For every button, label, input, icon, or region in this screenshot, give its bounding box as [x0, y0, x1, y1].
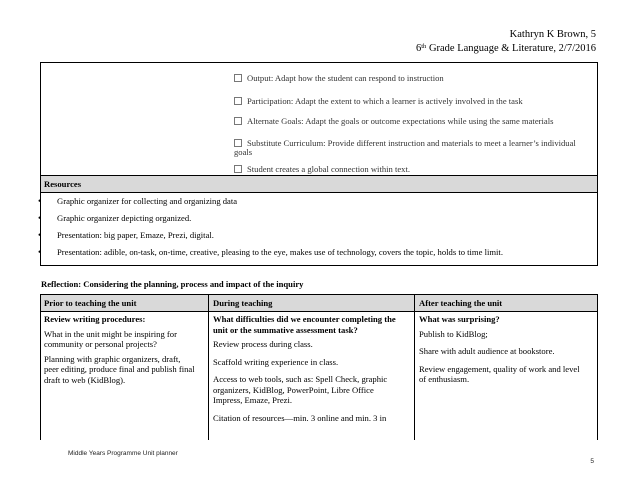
- differentiation-left-cell: [40, 62, 228, 176]
- during-p3: Access to web tools, such as: Spell Check, graphic organizers, KidBlog, PowerPoint, Libre Office Impress, Emaze, Prezi.: [213, 374, 388, 405]
- footer-text: Middle Years Programme Unit planner: [68, 450, 178, 457]
- prior-p1: What in the unit might be inspiring for community or personal projects?: [44, 328, 177, 349]
- prior-column: [44, 314, 204, 389]
- diff-substitute: Substitute Curriculum: Provide different instruction and materials to meet a learner’s individual: [234, 138, 576, 149]
- diff-global: Student creates a global connection within text.: [234, 164, 410, 175]
- list-item: • Graphic organizer depicting organized.: [57, 213, 503, 230]
- col-header-after: After teaching the unit: [419, 298, 503, 308]
- col-header-prior: Prior to teaching the unit: [44, 298, 137, 308]
- during-p1: Review process during class.: [213, 339, 313, 349]
- after-column: [419, 314, 594, 389]
- after-p3: Review engagement, quality of work and level of enthusiasm.: [419, 363, 580, 384]
- during-column: [213, 314, 411, 427]
- diff-alternate-goals: Alternate Goals: Adapt the goals or outcome expectations while using the same materials: [234, 116, 553, 127]
- author-line: Kathryn K Brown, 5: [509, 29, 596, 40]
- after-heading: What was surprising?: [419, 314, 500, 324]
- reflection-title: Reflection: Considering the planning, process and impact of the inquiry: [41, 279, 304, 289]
- diff-output: Output: Adapt how the student can respond to instruction: [234, 73, 444, 84]
- during-p4: Citation of resources—min. 3 online and min. 3 in: [213, 412, 387, 423]
- checkbox-icon[interactable]: [234, 97, 242, 105]
- col-divider: [414, 294, 415, 440]
- list-item: • Presentation: adible, on-task, on-time, creative, pleasing to the eye, makes use of technology, covers the topic, holds to time limit.: [57, 247, 503, 264]
- page-number: 5: [590, 458, 594, 465]
- resources-title: Resources: [44, 179, 82, 189]
- prior-heading: Review writing procedures:: [44, 314, 146, 324]
- diff-substitute-cont: goals: [234, 147, 253, 157]
- resources-list: [57, 196, 503, 264]
- checkbox-icon[interactable]: [234, 165, 242, 173]
- during-p2: Scaffold writing experience in class.: [213, 356, 339, 367]
- diff-participation: Participation: Adapt the extent to which a learner is actively involved in the task: [234, 96, 523, 107]
- after-p1: Publish to KidBlog;: [419, 328, 488, 339]
- list-item: • Presentation: big paper, Emaze, Prezi, digital.: [57, 230, 503, 247]
- checkbox-icon[interactable]: [234, 117, 242, 125]
- prior-p2: Planning with graphic organizers, draft, peer editing, produce final and publish final draft to web (KidBlog).: [44, 353, 195, 385]
- checkbox-icon[interactable]: [234, 139, 242, 147]
- during-heading: What difficulties did we encounter completing the unit or the summative assessment task?: [213, 314, 396, 335]
- resources-header: [40, 176, 598, 193]
- checkbox-icon[interactable]: [234, 74, 242, 82]
- col-divider: [208, 294, 209, 440]
- after-p2: Share with adult audience at bookstore.: [419, 346, 555, 356]
- course-line: 6th Grade Language & Literature, 2/7/2016: [416, 43, 596, 54]
- list-item: • Graphic organizer for collecting and organizing data: [57, 196, 503, 213]
- col-header-during: During teaching: [213, 298, 273, 308]
